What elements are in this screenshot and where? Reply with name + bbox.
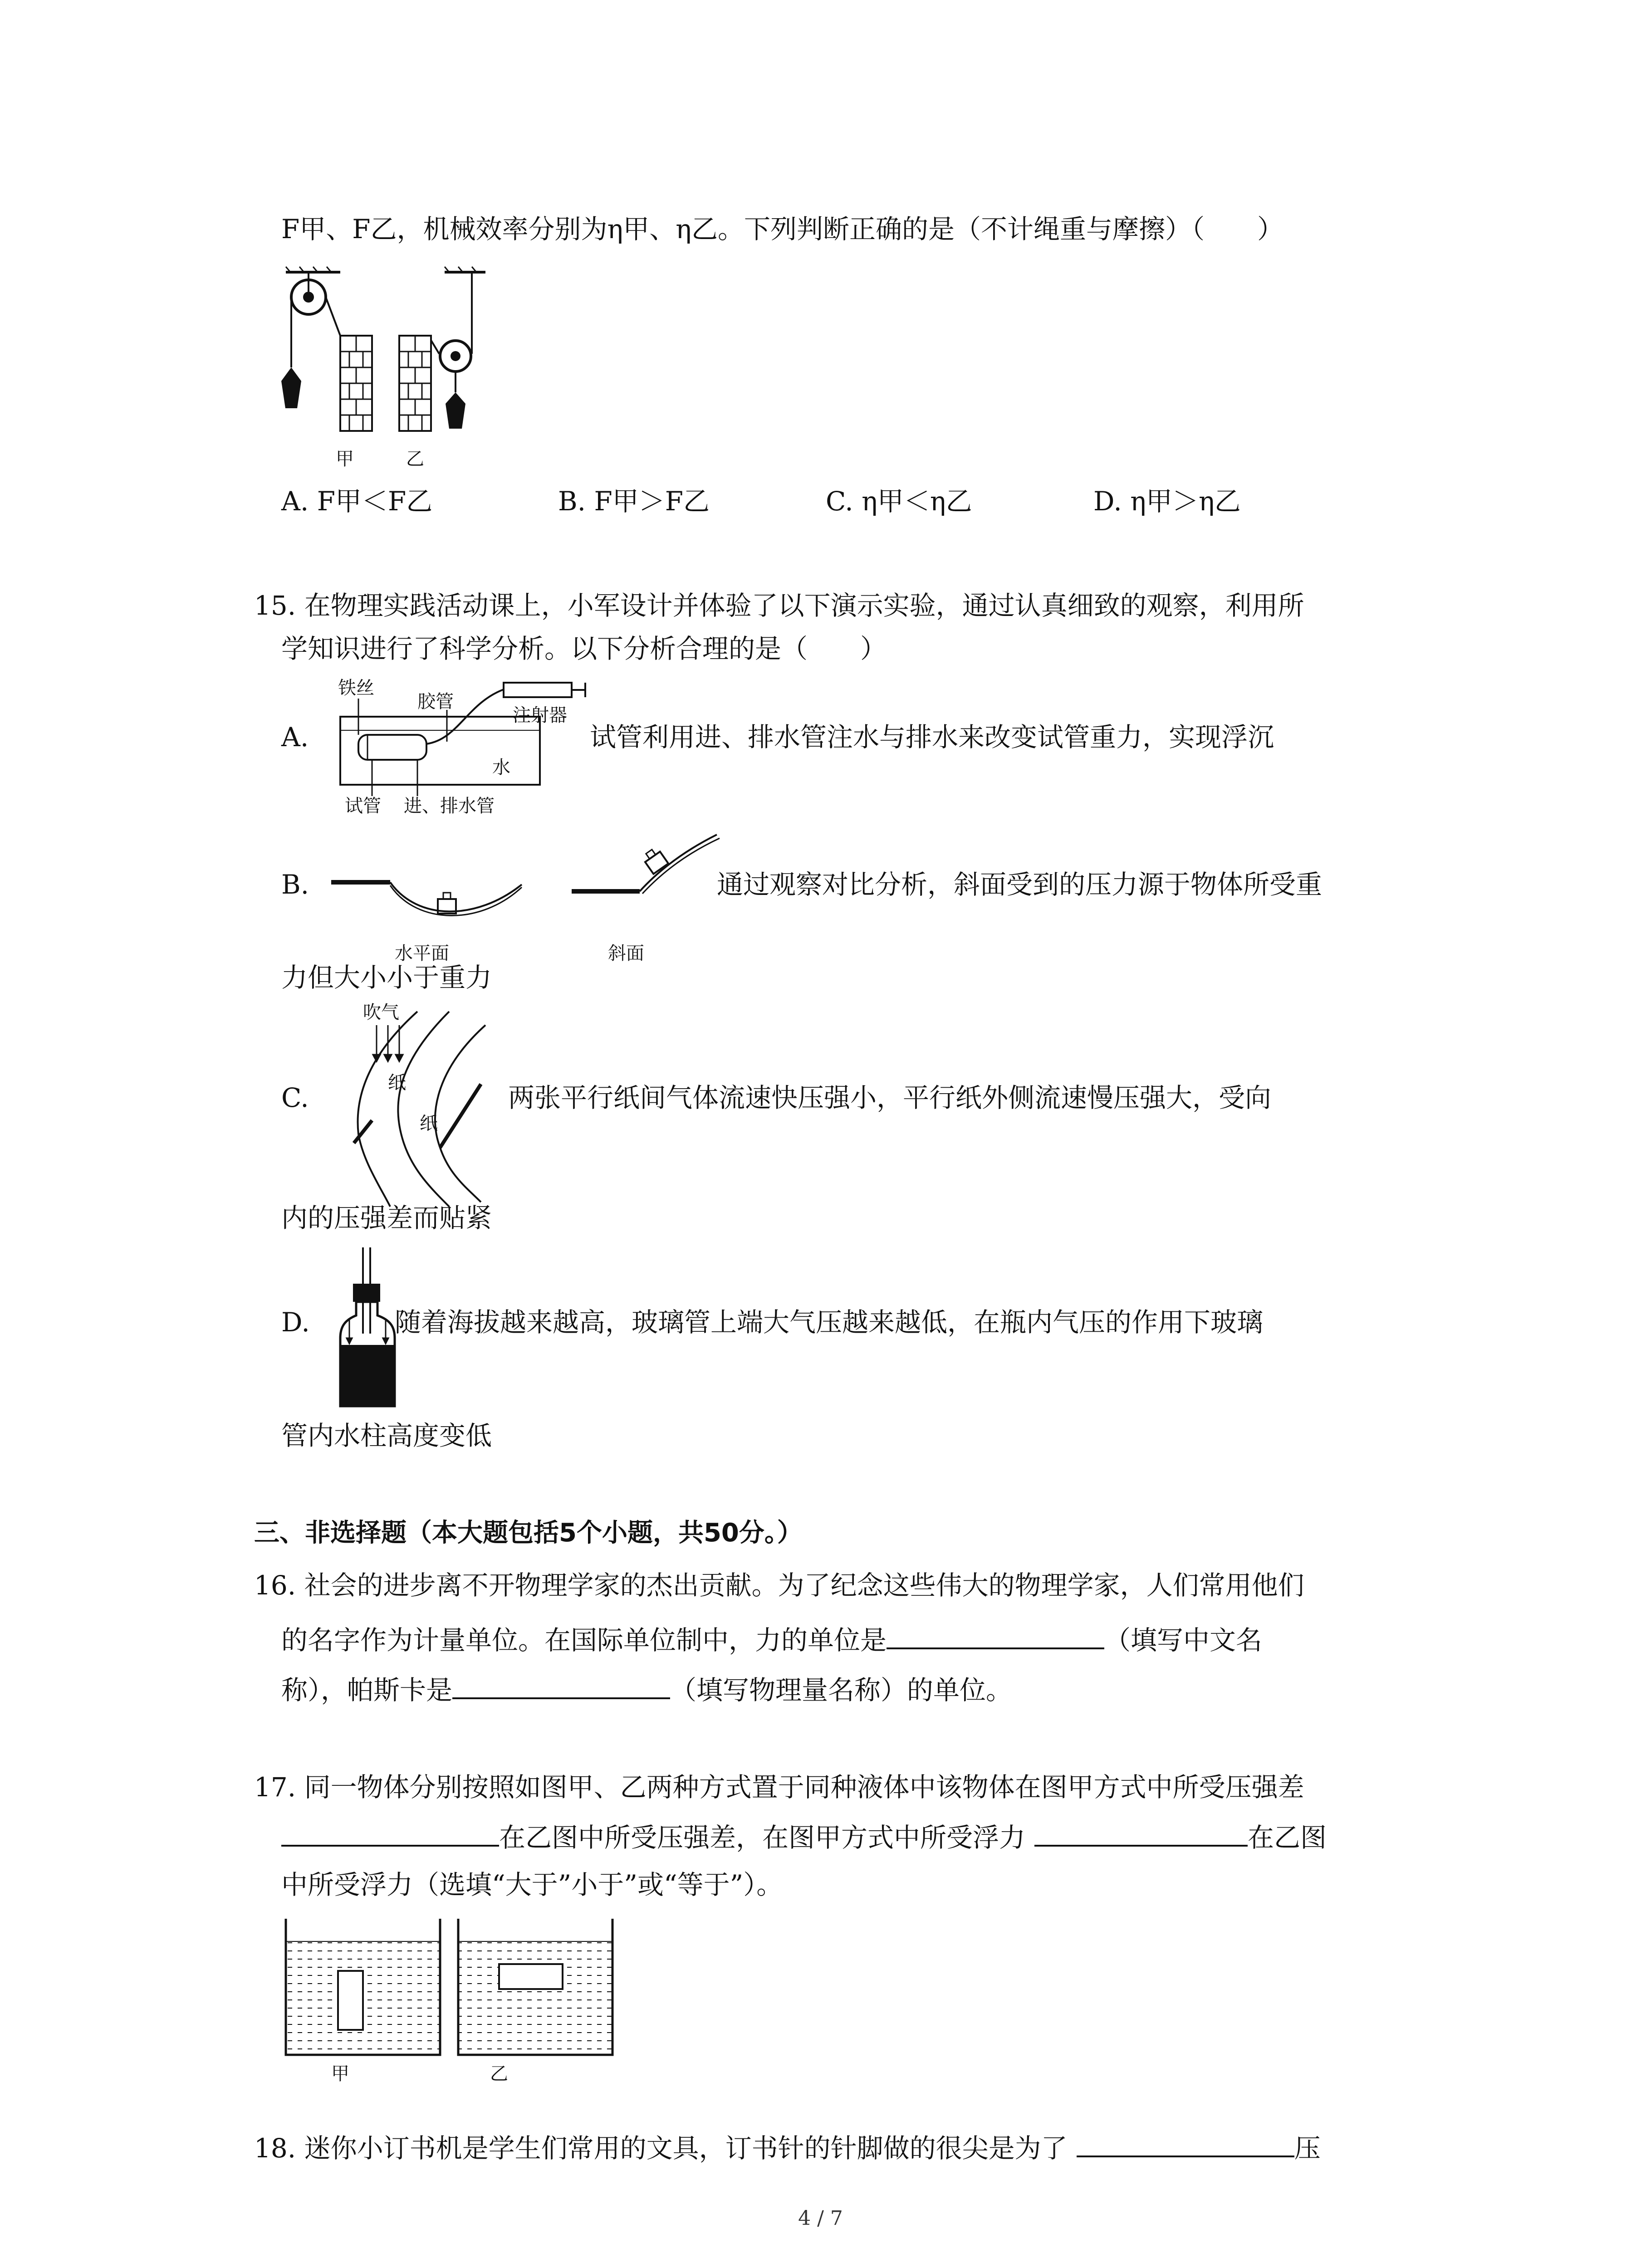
q15-c-label-paper1: 纸 [388,1072,406,1093]
q17-fig-label-jia: 甲 [331,2063,349,2084]
q15-c-label-blow: 吹气 [363,1002,399,1023]
q18-line1-tail: 压 [1294,2133,1321,2164]
q16-line3-text: 称），帕斯卡是 [281,1675,453,1706]
q17-figure [277,1914,622,2087]
q15-a-label-tube: 胶管 [417,691,454,712]
page-number: 4 / 7 [798,2207,843,2230]
q14-option-c: C. η甲＜η乙 [826,486,972,517]
q17-line2-tail: 在乙图 [1248,1822,1327,1853]
q15-d-text-2: 管内水柱高度变低 [281,1420,492,1451]
q15-c-text-2: 内的压强差而贴紧 [281,1202,492,1233]
q15-b-text-2: 力但大小小于重力 [281,962,492,993]
q15-a-label-wire: 铁丝 [338,678,374,699]
q16-line1: 16. 社会的进步离不开物理学家的杰出贡献。为了纪念这些伟大的物理学家，人们常用他们 [254,1570,1304,1601]
q15-a-text: 试管利用进、排水管注水与排水来改变试管重力，实现浮沉 [590,722,1274,753]
q14-option-d: D. η甲＞η乙 [1093,486,1241,517]
q14-fig-label-yi: 乙 [406,449,424,469]
section-3-title: 三、非选择题（本大题包括5个小题，共50分。） [254,1518,803,1548]
q16-blank-2[interactable] [452,1674,670,1699]
q15-line1: 15. 在物理实践活动课上，小军设计并体验了以下演示实验，通过认真细致的观察，利用所 [254,590,1304,621]
q15-a-label: A. [281,722,309,753]
q17-line1: 17. 同一物体分别按照如图甲、乙两种方式置于同种液体中该物体在图甲方式中所受压强差 [254,1772,1304,1803]
q15-b-label: B. [281,869,309,900]
q15-a-label-test-tube: 试管 [345,796,381,816]
q16-blank-1[interactable] [887,1624,1104,1649]
q17-blank-1[interactable] [281,1821,499,1847]
q15-a-label-pipe: 进、排水管 [404,796,495,816]
q15-b-label-horizontal: 水平面 [395,943,449,964]
q16-line2-hint: （填写中文名 [1104,1625,1263,1656]
q15-a-figure [331,671,590,821]
q17-blank-2[interactable] [1034,1821,1248,1847]
q15-line2: 学知识进行了科学分析。以下分析合理的是（ ） [281,633,887,664]
q15-d-label: D. [281,1307,310,1338]
q14-fig-label-jia: 甲 [336,449,354,469]
q15-b-text: 通过观察对比分析，斜面受到的压力源于物体所受重 [717,869,1323,900]
q16-line3-hint: （填写物理量名称）的单位。 [670,1675,1013,1706]
q15-a-label-water: 水 [492,757,510,778]
q15-c-figure [331,998,513,1211]
q14-pulley-figure [272,263,508,472]
q15-d-text: 随着海拔越来越高，玻璃管上端大气压越来越低，在瓶内气压的作用下玻璃 [395,1307,1264,1338]
q17-fig-label-yi: 乙 [490,2063,508,2084]
q15-c-text: 两张平行纸间气体流速快压强小，平行纸外侧流速慢压强大，受向 [508,1082,1272,1113]
q17-line2 [281,1821,1327,1853]
q18-line1 [254,2132,1321,2164]
q15-c-label: C. [281,1082,309,1113]
q14-option-b: B. F甲＞F乙 [558,486,710,517]
q17-line3: 中所受浮力（选填“大于”小于”或“等于”）。 [281,1869,783,1900]
q15-a-label-syringe: 注射器 [513,705,567,726]
q17-line2-text: 在乙图中所受压强差，在图甲方式中所受浮力 [499,1822,1026,1853]
q14-stem-tail: F甲、F乙，机械效率分别为η甲、η乙。下列判断正确的是（不计绳重与摩擦）（ ） [281,214,1283,244]
q15-c-label-paper2: 纸 [420,1113,438,1134]
q16-line3 [281,1674,1012,1706]
q16-line2-text: 的名字作为计量单位。在国际单位制中，力的单位是 [281,1625,887,1656]
q16-line2 [281,1624,1262,1656]
q15-b-label-slope: 斜面 [608,943,644,964]
q18-blank-1[interactable] [1077,2132,1294,2157]
q14-option-a: A. F甲＜F乙 [281,486,433,517]
q15-b-figure [327,830,721,966]
q18-line1-text: 18. 迷你小订书机是学生们常用的文具，订书针的针脚做的很尖是为了 [254,2133,1068,2164]
